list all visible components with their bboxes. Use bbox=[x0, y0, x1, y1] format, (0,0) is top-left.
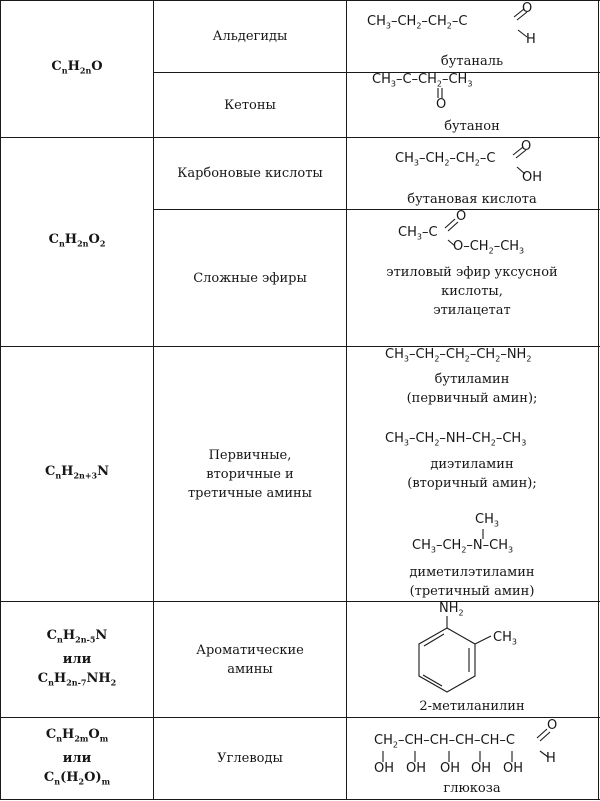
compound-name: диметилэтиламин (третичный амин) bbox=[409, 565, 535, 599]
compound-class: Ароматические амины bbox=[196, 642, 304, 677]
atom-o: O bbox=[436, 97, 447, 112]
compound-name: бутиламин (первичный амин); bbox=[406, 372, 538, 406]
compound-name: бутанон bbox=[444, 119, 500, 134]
hydroxyl-group: OH bbox=[406, 761, 427, 776]
hydroxyl-group: OH bbox=[503, 761, 524, 776]
formula-chain: $CH_3-CH_2-CH_2-C$ bbox=[367, 14, 468, 31]
compound-name: бутановая кислота bbox=[407, 192, 537, 207]
hydroxyl-group: OH bbox=[440, 761, 461, 776]
atom-o: O bbox=[521, 139, 532, 154]
general-formula: $C_nH_{2n-5}N$ или $C_nH_{2n-7}NH_2$ bbox=[37, 628, 117, 688]
general-formula: $C_nH_{2n+3}N$ bbox=[44, 464, 110, 481]
atom-oh: OH bbox=[522, 170, 543, 185]
formula-chain: $CH_2-CH-CH-CH-CH-C$ bbox=[374, 733, 515, 750]
compound-class: Карбоновые кислоты bbox=[177, 166, 323, 181]
atom-h: H bbox=[526, 32, 536, 47]
bond bbox=[448, 240, 455, 246]
compound-name: этиловый эфир уксусной кислоты, этилацетат bbox=[386, 265, 558, 318]
atom-h: H bbox=[546, 751, 556, 766]
structure-butylamine: $CH_3-CH_2-CH_2-CH_2-NH_2$ bbox=[385, 347, 532, 364]
hydroxyl-group: OH bbox=[471, 761, 492, 776]
formula-branch: $CH_3$ bbox=[475, 512, 499, 529]
formula-chain: $CH_3-CH_2-N-CH_3$ bbox=[412, 538, 514, 555]
formula-chain: $CH_3-CH_2-CH_2-C$ bbox=[395, 151, 496, 168]
compound-class: Альдегиды bbox=[212, 29, 288, 44]
compound-name: 2-метиланилин bbox=[419, 699, 525, 714]
formula-chain: $CH_3-C$ bbox=[398, 225, 438, 242]
hydroxyl-group: OH bbox=[374, 761, 395, 776]
bond bbox=[475, 636, 491, 644]
formula-ester: $O-CH_2-CH_3$ bbox=[453, 239, 525, 256]
substituent-ch3: $CH_3$ bbox=[493, 630, 517, 647]
compound-name: глюкоза bbox=[443, 781, 501, 796]
compound-name: диэтиламин (вторичный амин); bbox=[407, 457, 537, 491]
bond bbox=[517, 167, 525, 174]
bond bbox=[540, 751, 548, 757]
atom-o: O bbox=[547, 718, 558, 733]
structure-diethylamine: $CH_3-CH_2-NH-CH_2-CH_3$ bbox=[385, 431, 527, 448]
formula-chain: $CH_3-C-CH_2-CH_3$ bbox=[372, 72, 473, 89]
compound-class: Первичные, вторичные и третичные амины bbox=[187, 447, 313, 501]
general-formula: $C_nH_{2m}O_m$ или $C_n(H_2O)_m$ bbox=[43, 727, 111, 787]
general-formula: $C_nH_{2n}O$ bbox=[51, 59, 103, 76]
substituent-nh2: $NH_2$ bbox=[439, 601, 464, 618]
compound-class: Сложные эфиры bbox=[193, 270, 307, 286]
general-formula: $C_nH_{2n}O_2$ bbox=[48, 232, 106, 249]
atom-o: O bbox=[456, 209, 467, 224]
compound-class: Углеводы bbox=[217, 751, 283, 766]
compound-name: бутаналь bbox=[440, 54, 504, 69]
benzene-ring bbox=[419, 628, 475, 692]
bond bbox=[518, 30, 527, 37]
atom-o: O bbox=[522, 1, 533, 16]
compound-class: Кетоны bbox=[224, 97, 276, 113]
